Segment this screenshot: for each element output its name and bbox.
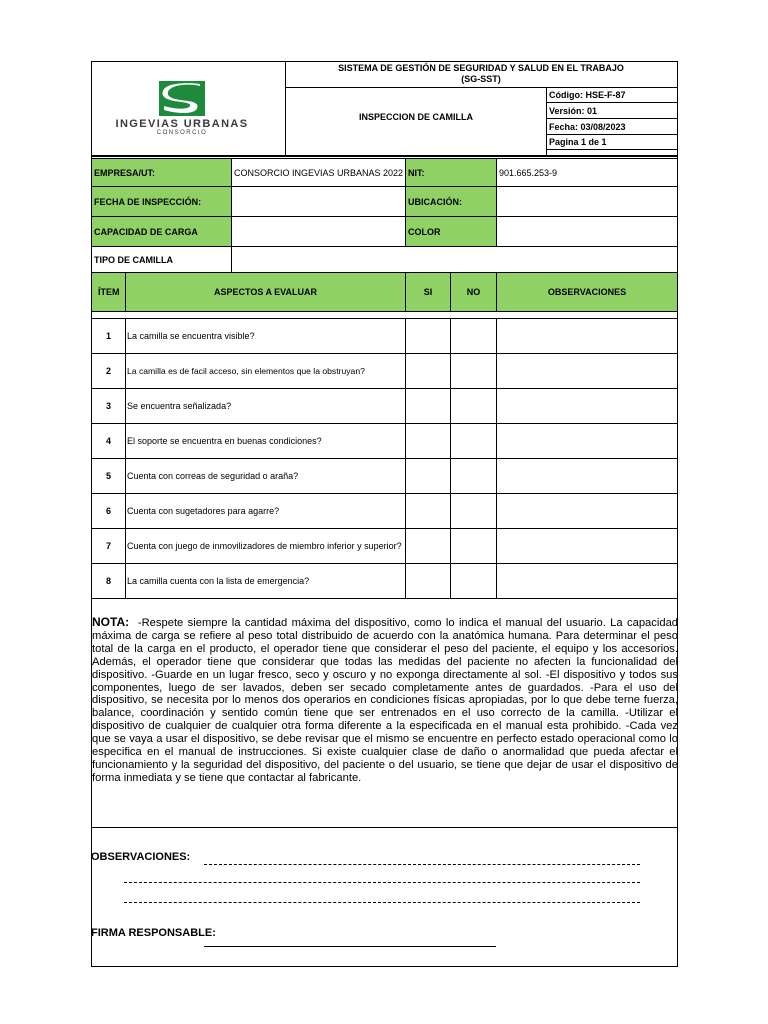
item-no-checkbox[interactable] — [450, 493, 497, 529]
system-title-line: SISTEMA DE GESTIÓN DE SEGURIDAD Y SALUD EN EL TRABAJO — [338, 63, 624, 73]
item-si-checkbox[interactable] — [405, 458, 451, 494]
item-no-checkbox[interactable] — [450, 423, 497, 459]
item-observation-input[interactable] — [496, 388, 678, 424]
fecha-field: Fecha: 03/08/2023 — [547, 119, 677, 135]
item-observation-input[interactable] — [496, 353, 678, 389]
observaciones-line-1[interactable] — [204, 864, 640, 865]
version-field: Versión: 01 — [547, 103, 677, 119]
item-observation-input[interactable] — [496, 493, 678, 529]
item-observation-input[interactable] — [496, 458, 678, 494]
nit-label: NIT: — [405, 158, 497, 187]
item-observation-input[interactable] — [496, 423, 678, 459]
tipo-camilla-input[interactable] — [231, 246, 678, 273]
firma-label: FIRMA RESPONSABLE: — [91, 927, 216, 939]
item-number: 4 — [105, 436, 111, 446]
item-si-checkbox[interactable] — [405, 353, 451, 389]
item-number: 3 — [105, 401, 111, 411]
item-aspect-text: Cuenta con correas de seguridad o araña? — [127, 471, 299, 481]
item-si-checkbox[interactable] — [405, 563, 451, 599]
observaciones-line-3[interactable] — [124, 902, 640, 903]
empresa-value: CONSORCIO INGEVIAS URBANAS 2022 — [231, 158, 406, 187]
item-si-checkbox[interactable] — [405, 318, 451, 354]
item-number: 6 — [105, 506, 111, 516]
item-number: 5 — [105, 471, 111, 481]
item-no-checkbox[interactable] — [450, 388, 497, 424]
item-si-checkbox[interactable] — [405, 528, 451, 564]
capacidad-label: CAPACIDAD DE CARGA — [91, 216, 232, 247]
color-input[interactable] — [496, 216, 678, 247]
fecha-inspeccion-input[interactable] — [231, 186, 406, 217]
col-header-no: NO — [450, 272, 497, 312]
item-aspect-text: Cuenta con juego de inmovilizadores de miembro inferior y superior? — [127, 541, 402, 551]
pagina-field: Pagina 1 de 1 — [547, 135, 677, 150]
color-label: COLOR — [405, 216, 497, 247]
item-aspect-text: Se encuentra señalizada? — [127, 401, 232, 411]
tipo-camilla-label: TIPO DE CAMILLA — [91, 246, 232, 273]
item-number: 2 — [105, 366, 111, 376]
observaciones-line-2[interactable] — [124, 882, 640, 883]
ubicacion-input[interactable] — [496, 186, 678, 217]
item-si-checkbox[interactable] — [405, 493, 451, 529]
observaciones-label: OBSERVACIONES: — [91, 851, 191, 863]
item-no-checkbox[interactable] — [450, 458, 497, 494]
item-no-checkbox[interactable] — [450, 318, 497, 354]
empresa-label: EMPRESA/UT: — [91, 158, 232, 187]
item-aspect-text: El soporte se encuentra en buenas condiciones? — [127, 436, 322, 446]
item-si-checkbox[interactable] — [405, 388, 451, 424]
nit-value: 901.665.253-9 — [496, 158, 678, 187]
item-no-checkbox[interactable] — [450, 353, 497, 389]
system-title — [286, 63, 676, 85]
col-header-observaciones: OBSERVACIONES — [496, 272, 678, 312]
item-observation-input[interactable] — [496, 563, 678, 599]
logo-mark-icon — [112, 80, 252, 118]
form-title: INSPECCION DE CAMILLA — [358, 112, 473, 122]
item-number: 7 — [105, 541, 111, 551]
item-observation-input[interactable] — [496, 528, 678, 564]
firma-signature-line[interactable] — [204, 946, 496, 947]
capacidad-input[interactable] — [231, 216, 406, 247]
company-logo — [112, 80, 252, 136]
fecha-inspeccion-label: FECHA DE INSPECCIÓN: — [91, 186, 232, 217]
item-observation-input[interactable] — [496, 318, 678, 354]
item-no-checkbox[interactable] — [450, 563, 497, 599]
item-aspect-text: La camilla cuenta con la lista de emergencia? — [127, 576, 310, 586]
system-subtitle-line: (SG-SST) — [461, 74, 501, 84]
note-bottom-line — [91, 827, 678, 828]
col-header-aspectos: ASPECTOS A EVALUAR — [125, 272, 406, 312]
logo-name-text: INGEVIAS URBANAS — [115, 118, 249, 130]
col-header-item: ÍTEM — [91, 272, 126, 312]
item-no-checkbox[interactable] — [450, 528, 497, 564]
item-si-checkbox[interactable] — [405, 423, 451, 459]
item-aspect-text: Cuenta con sugetadores para agarre? — [127, 506, 280, 516]
item-aspect-text: La camilla se encuentra visible? — [127, 331, 255, 341]
item-aspect-text: La camilla es de facil acceso, sin elementos que la obstruyan? — [127, 366, 365, 376]
note-text: -Respete siempre la cantidad máxima del dispositivo, como lo indica el manual del usuario. La capacidad máxima de carga se refiere al peso total distribuido de acuerdo con la anatómica humana. Para determinar el peso total de la carga en el producto, el operador tiene que considerar el peso del paciente, el equipo y los accesorios. Además, el operador tiene que considerar que todas las medidas del paciente no afecten la funcionalidad del dispositivo. -Guarde en un lugar fresco, seco y oscuro y no exponga directamente al sol. -El dispositivo y todos sus componentes, luego de ser lavados, deben ser secado completamente antes de guardados. -Para el uso del dispositivo, se necesita por lo menos dos operarios en condiciones físicas apropiadas, por lo que debe terne fuerza, balance, coordinación y sentido común tiene que ser entrenados en el uso correcto de la camilla. -Utilizar el dispositivo de cualquier de cualquier otra forma diferente a la especificada en el manual esta prohibido. -Cada vez que se vaya a usar el dispositivo, se debe revisar que el mismo se encuentre en perfecto estado operacional como lo especifica en el manual de instrucciones. Si existe cualquier clase de daño o anormalidad que pueda afectar el funcionamiento y la seguridad del dispositivo, del paciente o del usuario, se tiene que dejar de usar el dispositivo de forma inmediata y se tiene que contactar al fabricante. — [92, 617, 679, 784]
col-header-si: SI — [405, 272, 451, 312]
ubicacion-label: UBICACIÓN: — [405, 186, 497, 217]
logo-sub-text: CONSORCIO — [156, 130, 208, 136]
item-number: 1 — [105, 331, 111, 341]
codigo-field: Código: HSE-F-87 — [547, 88, 677, 103]
note-paragraph — [92, 616, 678, 785]
item-number: 8 — [105, 576, 111, 586]
note-label: NOTA: — [92, 615, 130, 629]
